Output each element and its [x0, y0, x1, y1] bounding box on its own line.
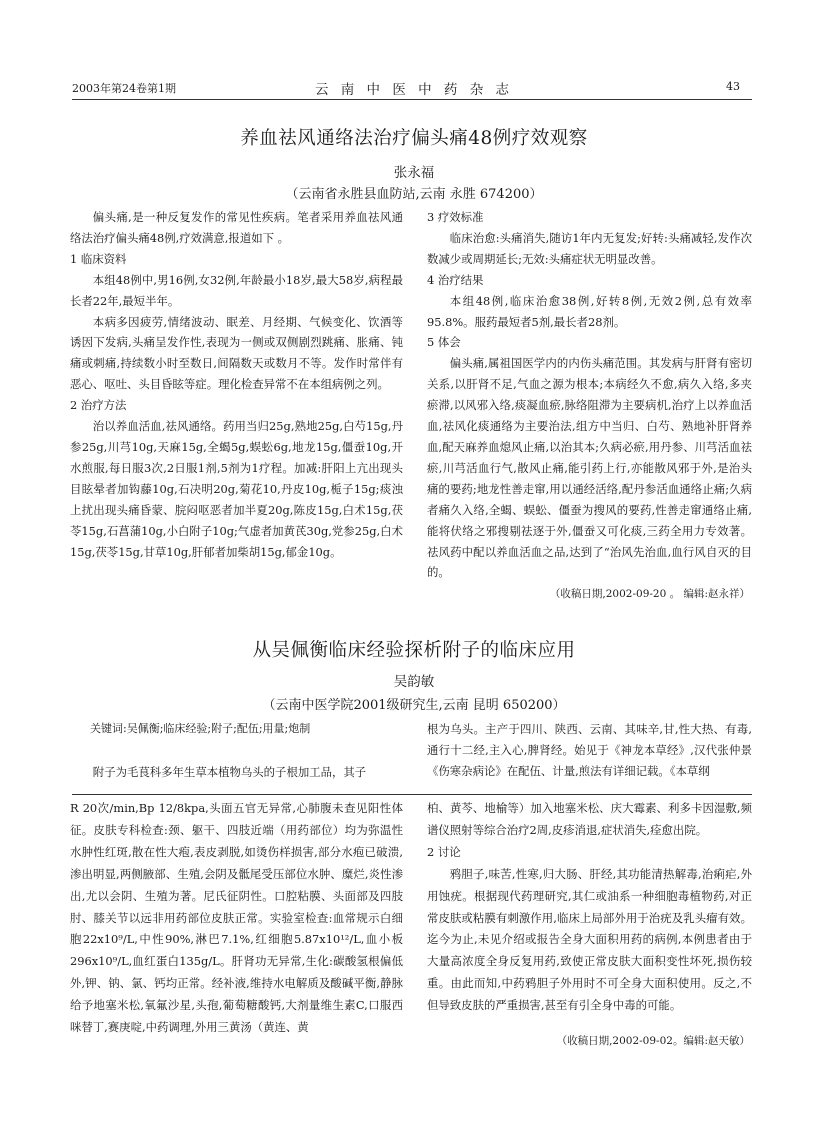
paragraph: 治以养血活血,祛风通络。药用当归25g,熟地25g,白芍15g,丹参25g,川芎10g,天麻15g,全蝎5g,蜈蚣6g,地龙15g,僵蚕10g,开水煎服,每日服3次,2日服1剂,5剂为1疗程。加减:肝阳上亢出现头目眩晕者加钩藤10g,石决明20g,菊花10,丹皮10g,栀子15g;痰浊上扰出现头痛昏蒙、脘闷呕恶者加半夏20g,陈皮15g,白术15g,茯苓15g,石菖蒲10g,小白附子10g;气虚者加黄芪30g,党参25g,白术15g,茯苓15g,甘草10g,肝郁者加柴胡15g,郁金10g。: [70, 419, 403, 559]
article2-left-intro: 附子为毛茛科多年生草本植物乌头的子根加工品，其子: [92, 765, 367, 779]
article1-left-column: [70, 207, 403, 607]
section-heading: 4 治疗结果: [427, 272, 484, 287]
article1-author: 张永福: [393, 165, 435, 181]
paragraph: 鸦胆子,味苦,性寒,归大肠、肝经,其功能清热解毒,治痢疟,外用蚀疣。根据现代药理研究,其仁或油系一种细胞毒植物药,对正常皮肤或粘膜有刺激作用,临床上局部外用于治疣及乳头瘤有效。迄今为止,未见介绍或报告全身大面积用药的病例,本例患者由于大量高浓度全身反复用药,致使正常皮肤大面积变性坏死,损伤较重。由此而知,中药鸦胆子外用时不可全身大面积使用。反之,不但导致皮肤的严重损害,甚至有引全身中毒的可能。: [427, 866, 752, 1013]
article3-received-note: （收稿日期,2002-09-02。编辑:赵天敏）: [556, 1035, 750, 1047]
journal-name: 云 南 中 医 中 药 杂 志: [314, 82, 514, 98]
article2-keywords: 关键词:吴佩衡;临床经验;附子;配伍;用量;炮制: [90, 722, 311, 735]
article2-title: 从吴佩衡临床经验探析附子的临床应用: [252, 640, 576, 661]
article3-right-column: [427, 798, 752, 1040]
section-heading: 1 临床资料: [70, 251, 127, 266]
paragraph: 本组48例,临床治愈38例,好转8例,无效2例,总有效率95.8%。服药最短者5剂,最长者28剂。: [427, 293, 752, 329]
article1-received-note: （收稿日期,2002-09-20 。 编辑:赵永祥）: [549, 588, 750, 600]
section-heading: 5 体会: [427, 335, 461, 350]
article1-affiliation: （云南省永胜县血防站,云南 永胜 674200）: [285, 187, 543, 202]
paragraph: 本组48例中,男16例,女32例,年龄最小18岁,最大58岁,病程最长者22年,最短半年。: [70, 272, 403, 308]
paragraph: R 20次/min,Bp 12/8kpa,头面五官无异常,心肺腹未查见阳性体征。皮肤专科检查:颈、躯干、四肢近端（用药部位）均为弥温性水肿性红斑,散在性大疱,表皮剥脱,如烫伤样损害,部分水疱已破溃,渗出明显,两侧腋部、生殖,会阴及骶尾受压部位水肿、糜烂,炎性渗出,尤以会阴、生殖为著。尼氏征阴性。口腔粘膜、头面部及四肢肘、膝关节以远非用药部位皮肤正常。实验室检查:血常规示白细胞22x10⁹/L,中性90%,淋巴7.1%,红细胞5.87x10¹²/L,血小板296x10⁹/L,血红蛋白135g/L。肝肾功无异常,生化:碳酸氢根偏低外,钾、钠、氯、钙均正常。经补液,维持水电解质及酸碱平衡,静脉给予地塞米松,氧氟沙星,头孢,葡萄糖酸钙,大剂量维生素C,口服西咪替丁,赛庚啶,中药调理,外用三黄汤（黄连、黄: [70, 801, 403, 1035]
header-rule: [72, 99, 752, 100]
paragraph: 本病多因疲劳,情绪波动、眠差、月经期、气候变化、饮酒等诱因下发病,头痛呈发作性,表现为一侧或双侧剧烈跳痛、胀痛、钝痛或刺痛,持续数小时至数日,间隔数天或数月不等。发作时常伴有恶心、呕吐、头目昏眩等症。理化检查异常不在本组病例之列。: [70, 314, 403, 392]
section-divider: [72, 794, 752, 795]
article3-left-column: [70, 798, 403, 1040]
section-heading: 3 疗效标准: [427, 210, 484, 224]
page-number: 43: [726, 80, 740, 93]
article2-right-intro: 根为乌头。主产于四川、陕西、云南、其味辛,甘,性大热、有毒,通行十二经,主入心,脾肾经。始见于《神龙本草经》,汉代张仲景《伤寒杂病论》在配伍、计量,煎法有详细记载。《本草纲: [427, 722, 752, 778]
article1-title: 养血祛风通络法治疗偏头痛48例疗效观察: [240, 128, 588, 149]
section-heading: 2 讨论: [427, 844, 461, 859]
article1-right-column: [427, 207, 752, 587]
section-heading: 2 治疗方法: [70, 398, 127, 413]
paragraph: 偏头痛,属祖国医学内的内伤头痛范围。其发病与肝肾有密切关系,以肝肾不足,气血之源为根本;本病经久不愈,病久入络,多夹瘀滞,以风邪入络,痰凝血瘀,脉络阻滞为主要病机,治疗上以养血活血,祛风化痰通络为主要治法,组方中当归、白芍、熟地补肝肾养血,配天麻养血熄风止痛,以治其本;久病必瘀,用丹参、川芎活血祛瘀,川芎活血行气,散风止痛,能引药上行,亦能散风邪于外,是治头痛的要药;地龙性善走窜,用以通经活络,配丹参活血通络止痛;久病者痛久入络,全蝎、蜈蚣、僵蚕为搜风的要药,性善走窜通络止痛,能将伏络之邪搜剔祛逐于外,僵蚕又可化痰,三药全用力专效著。祛风药中配以养血活血之品,达到了“治风先治血,血行风自灭的目的。: [427, 356, 752, 580]
paragraph: 临床治愈:头痛消失,随访1年内无复发;好转:头痛减轻,发作次数减少或周期延长;无效:头痛症状无明显改善。: [427, 230, 752, 266]
article2-affiliation: （云南中医学院2001级研究生,云南 昆明 650200）: [262, 698, 566, 713]
paragraph: 柏、黄芩、地榆等）加入地塞米松、庆大霉素、利多卡因湿敷,频谱仪照射等综合治疗2周,皮疹消退,症状消失,痊愈出院。: [427, 801, 752, 837]
article2-author: 吴韵敏: [393, 674, 435, 690]
issue-info: 2003年第24卷第1期: [72, 82, 176, 95]
paragraph: 偏头痛,是一种反复发作的常见性疾病。笔者采用养血祛风通络法治疗偏头痛48例,疗效满意,报道如下 。: [70, 210, 403, 245]
